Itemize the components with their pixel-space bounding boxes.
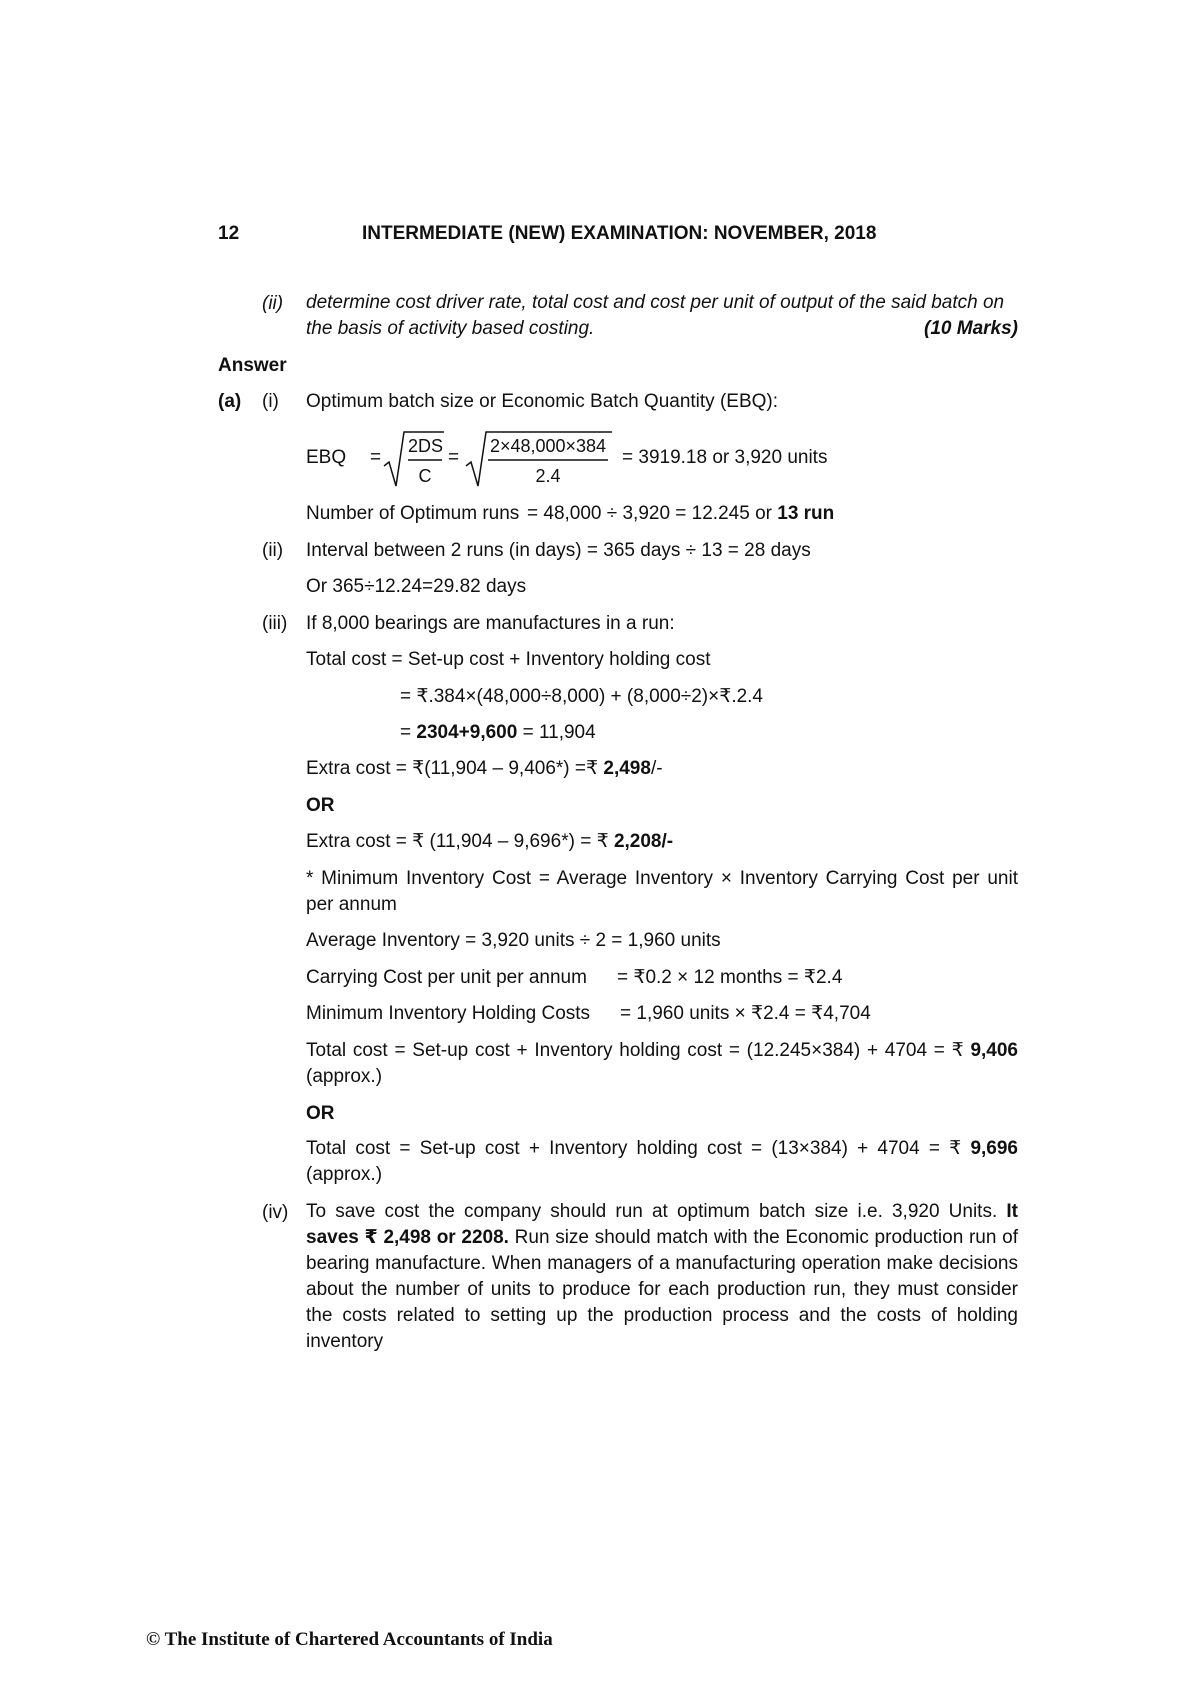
iii-line3: = ₹.384×(48,000÷8,000) + (8,000÷2)×₹.2.4 xyxy=(400,686,764,707)
frac2-denominator: 2.4 xyxy=(535,466,561,486)
extra-cost-2 xyxy=(306,830,673,854)
iii-line4-post: = 11,904 xyxy=(522,722,596,743)
part-ii-label: (ii) xyxy=(262,540,284,561)
runs-label: Number of Optimum runs xyxy=(306,503,520,524)
iv-text-pre: To save cost the company should run at optimum batch size i.e. 3,920 Units. xyxy=(306,1201,998,1222)
question-text xyxy=(306,290,1018,342)
carrying-cost-label: Carrying Cost per unit per annum xyxy=(306,967,587,988)
interval-line1: Interval between 2 runs (in days) = 365 days ÷ 13 = 28 days xyxy=(306,540,811,561)
ebq-label: EBQ xyxy=(306,447,347,468)
frac1-denominator: C xyxy=(418,466,432,486)
or-label-1: OR xyxy=(306,795,335,816)
iii-line4 xyxy=(400,721,596,745)
footer-copyright: © The Institute of Chartered Accountants of India xyxy=(146,1629,553,1650)
iii-line2: Total cost = Set-up cost + Inventory holding cost xyxy=(306,649,711,670)
runs-calc xyxy=(527,502,834,526)
question-line1: determine cost driver rate, total cost and cost per unit of output of the said batch on xyxy=(306,292,1005,313)
total1-pre: Total cost = Set-up cost + Inventory holding cost = (12.245×384) + 4704 = ₹ xyxy=(306,1040,964,1061)
page-number: 12 xyxy=(218,223,240,244)
iv-paragraph xyxy=(306,1199,1018,1355)
extra2-pre: Extra cost = ₹ (11,904 – 9,696*) = ₹ xyxy=(306,831,609,852)
total1-bold: 9,406 xyxy=(970,1040,1018,1061)
question-line2: the basis of activity based costing. xyxy=(306,318,595,339)
extra-cost-1 xyxy=(306,757,663,781)
extra1-bold: 2,498 xyxy=(603,758,651,779)
extra2-bold: 2,208/- xyxy=(613,831,674,852)
part-iii-label: (iii) xyxy=(262,613,288,634)
question-label: (ii) xyxy=(262,293,284,314)
iii-line1: If 8,000 bearings are manufactures in a run: xyxy=(306,613,675,634)
total2-bold: 9,696 xyxy=(970,1138,1018,1159)
frac2-numerator: 2×48,000×384 xyxy=(489,436,607,456)
total1-post: (approx.) xyxy=(306,1066,383,1087)
min-holding-value: = 1,960 units × ₹2.4 = ₹4,704 xyxy=(620,1003,871,1024)
answer-heading: Answer xyxy=(218,355,287,376)
part-iv-label: (iv) xyxy=(262,1202,289,1223)
total-cost-1 xyxy=(306,1038,1018,1090)
extra1-pre: Extra cost = ₹(11,904 – 9,406*) =₹ xyxy=(306,758,599,779)
iii-line4-pre: = xyxy=(400,722,412,743)
or-label-2: OR xyxy=(306,1103,335,1124)
min-inventory-note: * Minimum Inventory Cost = Average Inventory × Inventory Carrying Cost per unit per annum xyxy=(306,868,1018,915)
ebq-equals-1: = xyxy=(370,447,382,468)
ebq-result: = 3919.18 or 3,920 units xyxy=(622,447,828,468)
iv-text-bold: It saves ₹ 2,498 or 2208. xyxy=(306,1201,1018,1248)
total2-pre: Total cost = Set-up cost + Inventory holding cost = (13×384) + 4704 = ₹ xyxy=(306,1138,962,1159)
runs-calc-text: = 48,000 ÷ 3,920 = 12.245 or xyxy=(527,503,772,524)
total-cost-2 xyxy=(306,1136,1018,1188)
iv-text-post: Run size should match with the Economic production run of bearing manufacture. When managers of a manufacturing operation make decisions about the number of units to produce for each production run, they must consider the costs related to setting up the production process and the costs of holding inventory xyxy=(306,1227,1018,1352)
min-holding-label: Minimum Inventory Holding Costs xyxy=(306,1003,591,1024)
ebq-title: Optimum batch size or Economic Batch Quantity (EBQ): xyxy=(306,391,779,412)
interval-line2: Or 365÷12.24=29.82 days xyxy=(306,576,527,597)
part-a-label: (a) xyxy=(218,391,242,412)
extra1-post: /- xyxy=(650,758,663,779)
page-header-title: INTERMEDIATE (NEW) EXAMINATION: NOVEMBER, 2018 xyxy=(362,223,877,244)
runs-result: 13 run xyxy=(777,503,835,524)
iii-line4-bold: 2304+9,600 xyxy=(416,722,518,743)
total2-post: (approx.) xyxy=(306,1164,383,1185)
carrying-cost-value: = ₹0.2 × 12 months = ₹2.4 xyxy=(617,967,843,988)
average-inventory: Average Inventory = 3,920 units ÷ 2 = 1,960 units xyxy=(306,930,721,951)
part-i-label: (i) xyxy=(262,391,279,412)
frac1-numerator: 2DS xyxy=(408,436,444,456)
ebq-equals-2: = xyxy=(448,447,460,468)
question-marks: (10 Marks) xyxy=(924,318,1018,339)
